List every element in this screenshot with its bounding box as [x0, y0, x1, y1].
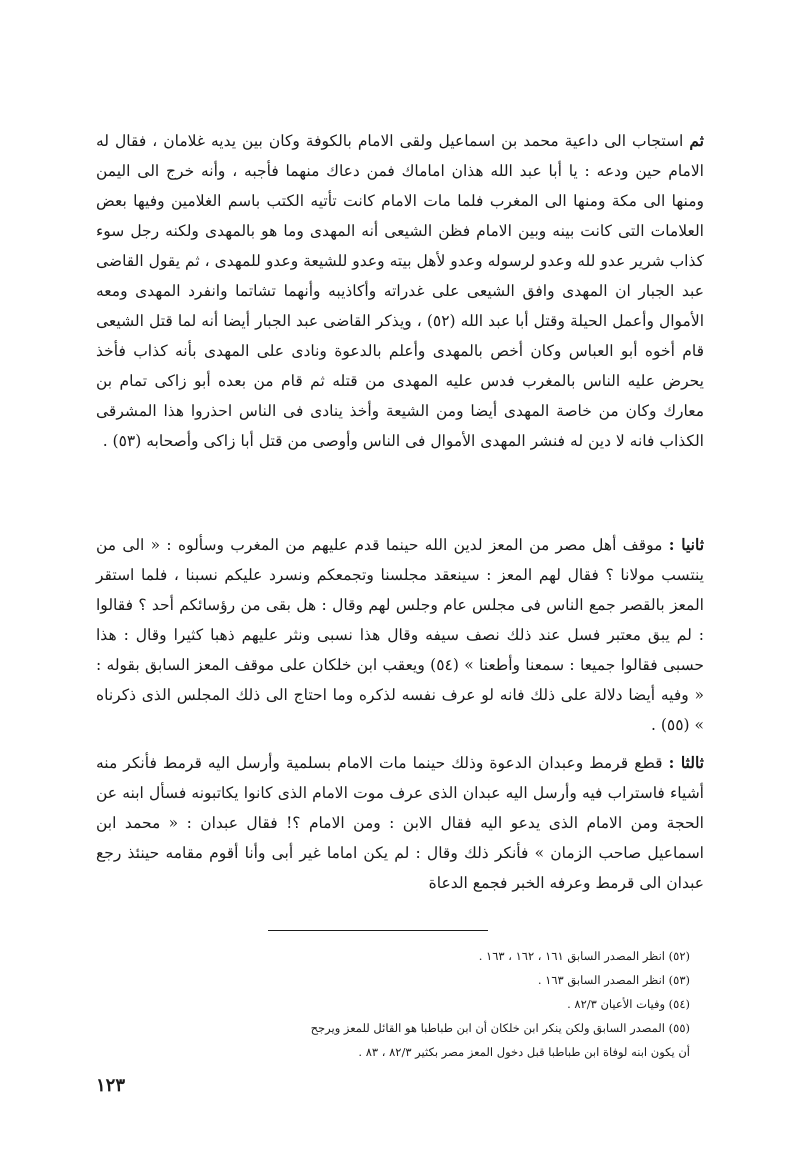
paragraph-text: موقف أهل مصر من المعز لدين الله حينما قدم عليهم من المغرب وسألوه : « الى من ينتسب مولانا ؟ فقال لهم المعز : سينعقد مجلسنا وتجمعكم ونسرد عليكم نسبنا ، فلما استقر المعز بالقصر جمع الناس فى مجلس عام وجلس لهم وقال : هل بقى من رؤسائكم أحد ؟ فقالوا : لم يبق معتبر فسل عند ذلك نصف سيفه وقال هذا نسبى ونثر عليهم ذهبا كثيرا وقال : هذا حسبى فقالوا جميعا : سمعنا وأطعنا » (٥٤) ويعقب ابن خلكان على موقف المعز السابق بقوله : « وفيه أيضا دلالة على ذلك فانه لو عرف نفسه لذكره وما احتاج الى ذلك المجلس الذى ذكرناه » (٥٥) . — [96, 536, 704, 734]
paragraph-lead: ثم — [689, 131, 704, 150]
paragraph-third — [96, 748, 704, 924]
page-body — [96, 126, 704, 924]
paragraph-intro — [96, 126, 704, 522]
paragraph-lead: ثانيا : — [668, 535, 705, 554]
footnotes — [96, 944, 704, 1064]
paragraph-text: قطع قرمط وعبدان الدعوة وذلك حينما مات الامام بسلمية وأرسل اليه قرمط فأنكر منه أشياء فاستراب فيه وأرسل اليه عبدان الذى عرف موت الامام الذى كانوا يكاتبونه فسأل ابنه عن الحجة ومن الامام الذى يدعو اليه فقال الابن : ومن الامام ؟! فقال عبدان : « محمد ابن اسماعيل صاحب الزمان » فأنكر ذلك وقال : لم يكن اماما غير أبى وأنا أقوم مقامه حينئذ رجع عبدان الى قرمط وعرفه الخبر فجمع الدعاة — [96, 754, 704, 892]
footnote-54: (٥٤) وفيات الأعيان ٨٢/٣ . — [567, 997, 690, 1011]
footnote-55: (٥٥) المصدر السابق ولكن ينكر ابن خلكان أن ابن طباطبا هو القائل للمعز ويرجح — [310, 1021, 690, 1035]
footnote-55-continued: أن يكون ابنه لوفاة ابن طباطبا قبل دخول المعز مصر بكثير ٨٢/٣ ، ٨٣ . — [358, 1045, 690, 1059]
paragraph-text: استجاب الى داعية محمد بن اسماعيل ولقى الامام بالكوفة وكان بين يديه غلامان ، فقال له الامام حين ودعه : يا أبا عبد الله هذان اماماك فمن دعاك منهما فأجبه ، وأنه خرج الى اليمن ومنها الى مكة ومنها الى المغرب فلما مات الامام كانت تأتيه الكتب باسم الغلامين وفيها بعض العلامات التى كانت بينه وبين الامام فظن الشيعى أنه المهدى وما هو بالمهدى ولكنه رجل سوء كذاب شرير عدو لله وعدو لرسوله وعدو لأهل بيته وعدو للشيعة وعدو للمهدى ، ثم يقول القاضى عبد الجبار ان المهدى وافق الشيعى على غدراته وأكاذيبه وأنهما تشاتما وانفرد المهدى ومعه الأموال وأعمل الحيلة وقتل أبا عبد الله (٥٢) ، ويذكر القاضى عبد الجبار أيضا أنه لما قتل الشيعى قام أخوه أبو العباس وكان أخص بالمهدى وأعلم بالدعوة ونادى على المهدى بأنه كذاب فأخذ يحرض عليه الناس بالمغرب فدس عليه المهدى من قتله ثم قام من بعده أبو زاكى تمام بن معارك وكان من خاصة المهدى أيضا ومن الشيعة وأخذ ينادى فى الناس احذروا هذا المشرقى الكذاب فانه لا دين له فنشر المهدى الأموال فى الناس وأوصى من قتل أبا زاكى وأصحابه (٥٣) . — [96, 132, 705, 450]
footnote-52: (٥٢) انظر المصدر السابق ١٦١ ، ١٦٢ ، ١٦٣ . — [478, 949, 690, 963]
page-number: ١٢٣ — [96, 1075, 126, 1096]
footnote-53: (٥٣) انظر المصدر السابق ١٦٣ . — [537, 973, 690, 987]
paragraph-lead: ثالثا : — [668, 753, 704, 772]
footnote-divider — [268, 930, 488, 931]
paragraph-second — [96, 530, 704, 734]
